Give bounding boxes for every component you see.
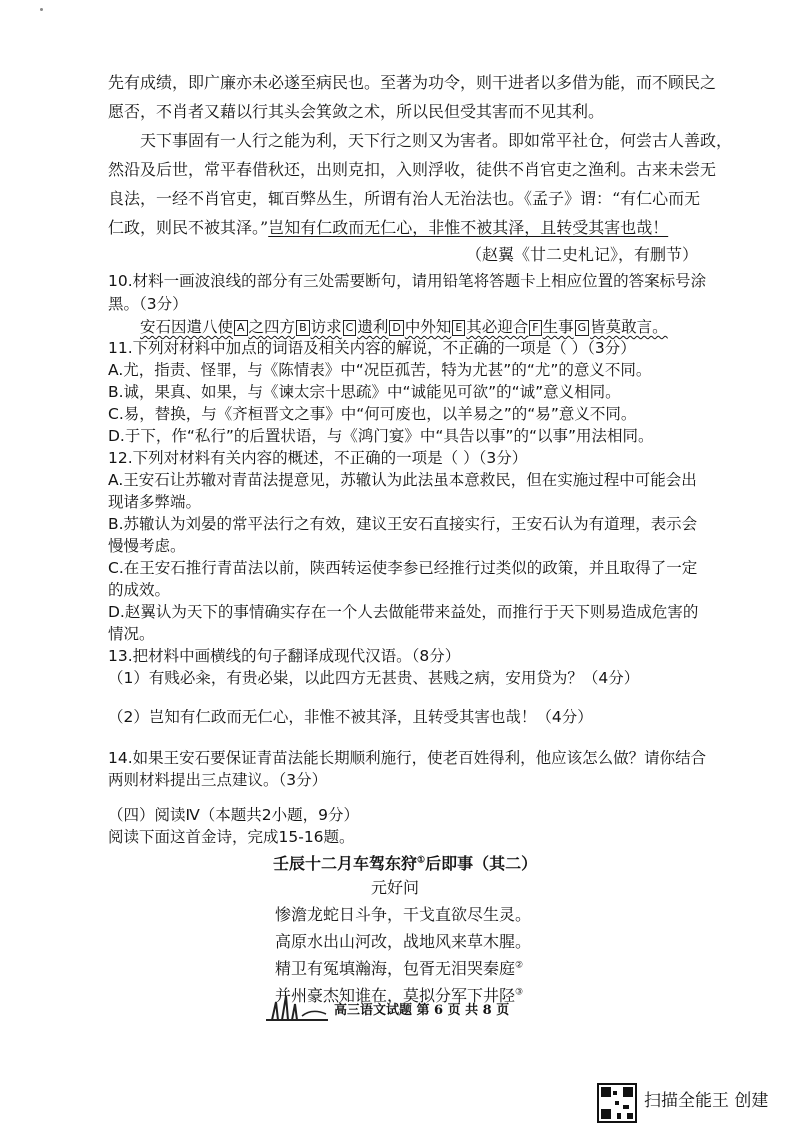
marker-f[interactable]: F	[529, 320, 541, 336]
passage-p2-line4	[108, 217, 668, 239]
q13-stem: 13.把材料中画横线的句子翻译成现代汉语。（8分）	[108, 647, 461, 665]
q10-seg8: 皆莫敢言。	[590, 318, 668, 336]
scan-speck	[40, 8, 43, 11]
section4-instruction: 阅读下面这首金诗，完成15-16题。	[108, 828, 355, 846]
passage-p1-line2: 愿否，不肖者又藉以行其头会箕敛之术，所以民但受其害而不见其利。	[108, 102, 605, 121]
q10-seg7: 生事	[542, 318, 574, 336]
q12-option-b-line1[interactable]: B.苏辙认为刘晏的常平法行之有效，建议王安石直接实行，王安石认为有道理，表示会	[108, 515, 698, 533]
underlined-sentence: 岂知有仁政而无仁心，非惟不被其泽，且转受其害也哉！	[268, 218, 669, 237]
poem-title	[273, 853, 537, 875]
q11-option-d[interactable]: D.于下，作“私行”的后置状语，与《鸿门宴》中“具告以事”的“以事”用法相同。	[108, 427, 654, 445]
q12-option-d-line1[interactable]: D.赵翼认为天下的事情确实存在一个人去做能带来益处，而推行于天下则易造成危害的	[108, 603, 699, 621]
q11-option-b[interactable]: B.诚，果真、如果，与《谏太宗十思疏》中“诚能见可欲”的“诚”意义相同。	[108, 383, 621, 401]
poem-author: 元好问	[371, 878, 420, 897]
q14-stem-line2: 两则材料提出三点建议。（3分）	[108, 771, 328, 789]
q10-seg6: 其必迎合	[466, 318, 529, 336]
poem-line-4-note: ③	[515, 987, 524, 998]
passage-p2-line3: 良法，一经不肖官吏，辄百弊丛生，所谓有治人无治法也。《孟子》谓：“有仁心而无	[108, 189, 701, 208]
q13-sentence-2: （2）岂知有仁政而无仁心，非惟不被其泽，且转受其害也哉！（4分）	[108, 708, 593, 726]
q10-seg3: 访求	[310, 318, 342, 336]
q12-option-c-line1[interactable]: C.在王安石推行青苗法以前，陕西转运使李参已经推行过类似的政策，并且取得了一定	[108, 559, 698, 577]
passage-p2-line4-plain: 仁政，则民不被其泽。”	[108, 218, 269, 237]
poem-line-3-note: ②	[515, 960, 524, 971]
scanner-watermark: 扫描全能王 创建	[644, 1091, 769, 1111]
poem-line-2-text: 高原水出山河改，战地风来草木腥。	[275, 932, 532, 951]
poem-line-1-text: 惨澹龙蛇日斗争，干戈直欲尽生灵。	[275, 905, 532, 924]
q10-seg5: 中外知	[404, 318, 452, 336]
marker-c[interactable]: C	[343, 320, 357, 336]
q12-option-b-line2[interactable]: 慢慢考虑。	[108, 537, 186, 555]
poem-title-part1: 壬辰十二月车驾东狩	[273, 854, 418, 873]
marker-a[interactable]: A	[234, 320, 248, 336]
publisher-logo-icon	[262, 990, 334, 1026]
q11-option-c[interactable]: C.易，替换，与《齐桓晋文之事》中“何可废也，以羊易之”的“易”意义不同。	[108, 405, 637, 423]
q11-stem: 11.下列对材料中加点的词语及相关内容的解说，不正确的一项是（ ）（3分）	[108, 339, 636, 357]
q12-option-a-line1[interactable]: A.王安石让苏辙对青苗法提意见，苏辙认为此法虽本意救民，但在实施过程中可能会出	[108, 471, 697, 489]
marker-g[interactable]: G	[575, 320, 590, 336]
marker-e[interactable]: E	[452, 320, 465, 336]
q12-stem: 12.下列对材料有关内容的概述，不正确的一项是（ ）（3分）	[108, 449, 528, 467]
q12-option-d-line2[interactable]: 情况。	[108, 625, 155, 643]
poem-line-1	[275, 904, 531, 926]
q11-option-a[interactable]: A.尤，指责、怪罪，与《陈情表》中“况臣孤苦，特为尤甚”的“尤”的意义不同。	[108, 361, 652, 379]
q10-stem-line2: 黑。（3分）	[108, 295, 188, 313]
q10-seg2: 之四方	[248, 318, 296, 336]
passage-source: （赵翼《廿二史札记》，有删节）	[466, 245, 699, 264]
poem-title-note: ①	[417, 855, 426, 866]
poem-line-4-text: 并州豪杰知谁在，莫拟分军下井陉	[275, 986, 516, 1005]
passage-p1-line1: 先有成绩，即广廉亦未必遂至病民也。至著为功令，则干进者以多借为能，而不顾民之	[108, 73, 717, 92]
q12-option-c-line2[interactable]: 的成效。	[108, 581, 171, 599]
poem-line-3-text: 精卫有冤填瀚海，包胥无泪哭秦庭	[275, 959, 516, 978]
section4-heading: （四）阅读Ⅳ（本题共2小题，9分）	[108, 806, 360, 824]
q13-sentence-1: （1）有贱必籴，有贵必粜，以此四方无甚贵、甚贱之病，安用贷为？（4分）	[108, 669, 640, 687]
q10-stem-line1: 10.材料一画波浪线的部分有三处需要断句，请用铅笔将答题卡上相应位置的答案标号涂	[108, 272, 707, 290]
qr-code-icon	[597, 1083, 637, 1123]
q12-option-a-line2[interactable]: 现诸多弊端。	[108, 493, 202, 511]
marker-b[interactable]: B	[296, 320, 310, 336]
q10-wavy-passage	[140, 316, 668, 338]
page-footer: 高三语文试题 第 6 页 共 8 页	[334, 1003, 510, 1018]
q14-stem-line1: 14.如果王安石要保证青苗法能长期顺利施行，使老百姓得利，他应该怎么做？请你结合	[108, 749, 707, 767]
passage-p2-line1: 天下事固有一人行之能为利，天下行之则又为害者。即如常平社仓，何尝古人善政，	[140, 131, 733, 150]
passage-p2-line2: 然沿及后世，常平春借秋还，出则克扣，入则浮收，徒供不肖官吏之渔利。古来未尝无	[108, 160, 717, 179]
q10-seg4: 遗利	[357, 318, 389, 336]
poem-line-2	[275, 931, 531, 953]
q10-seg1: 安石因遣八使	[140, 318, 234, 336]
poem-line-3	[275, 958, 523, 980]
marker-d[interactable]: D	[389, 320, 403, 336]
poem-title-part2: 后即事（其二）	[425, 854, 538, 873]
